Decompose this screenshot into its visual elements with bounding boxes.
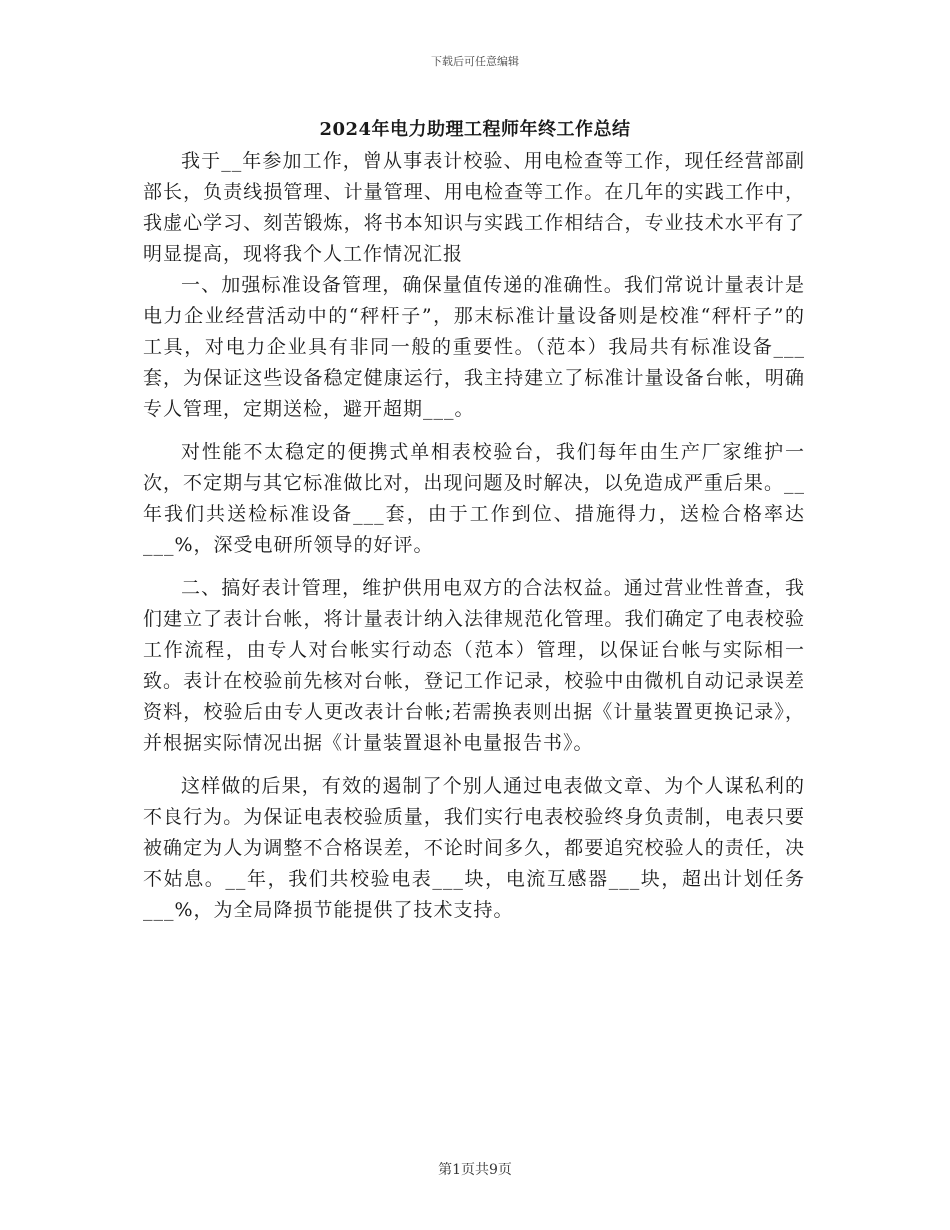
paragraph-results: 这样做的后果，有效的遏制了个别人通过电表做文章、为个人谋私利的不良行为。为保证电表校验质量，我们实行电表校验终身负责制，电表只要被确定为人为调整不合格误差，不论时间多久，都要追究校验人的责任，决不姑息。__年，我们共校验电表___块，电流互感器___块，超出计划任务___%，为全局降损节能提供了技术支持。 bbox=[143, 775, 805, 921]
page-number: 第1页共9页 bbox=[438, 1162, 512, 1178]
paragraph-standard-equipment: 一、加强标准设备管理，确保量值传递的准确性。我们常说计量表计是电力企业经营活动中的“秤杆子”，那末标准计量设备则是校准“秤杆子”的工具，对电力企业具有非同一般的重要性。（范本）我局共有标准设备___套，为保证这些设备稳定健康运行，我主持建立了标准计量设备台帐，明确专人管理，定期送检，避开超期___。 bbox=[143, 274, 805, 420]
paragraph-meter-management: 二、搞好表计管理，维护供用电双方的合法权益。通过营业性普查，我们建立了表计台帐，将计量表计纳入法律规范化管理。我们确定了电表校验工作流程，由专人对台帐实行动态（范本）管理，以保证台帐与实际相一致。表计在校验前先核对台帐，登记工作记录，校验中由微机自动记录误差资料，校验后由专人更改表计台帐;若需换表则出据《计量装置更换记录》，并根据实际情况出据《计量装置退补电量报告书》。 bbox=[143, 577, 805, 754]
document-title: 2024年电力助理工程师年终工作总结 bbox=[319, 119, 631, 140]
paragraph-intro: 我于__年参加工作，曾从事表计校验、用电检查等工作，现任经营部副部长，负责线损管理、计量管理、用电检查等工作。在几年的实践工作中，我虚心学习、刻苦锻炼，将书本知识与实践工作相结合，专业技术水平有了明显提高，现将我个人工作情况汇报 bbox=[143, 150, 805, 265]
document-body bbox=[143, 146, 805, 926]
page-header-note: 下载后可任意编辑 bbox=[431, 55, 519, 68]
paragraph-portable-test-bench: 对性能不太稳定的便携式单相表校验台，我们每年由生产厂家维护一次，不定期与其它标准做比对，出现问题及时解决，以免造成严重后果。__年我们共送检标准设备___套，由于工作到位、措施得力，送检合格率达___%，深受电研所领导的好评。 bbox=[143, 441, 805, 556]
